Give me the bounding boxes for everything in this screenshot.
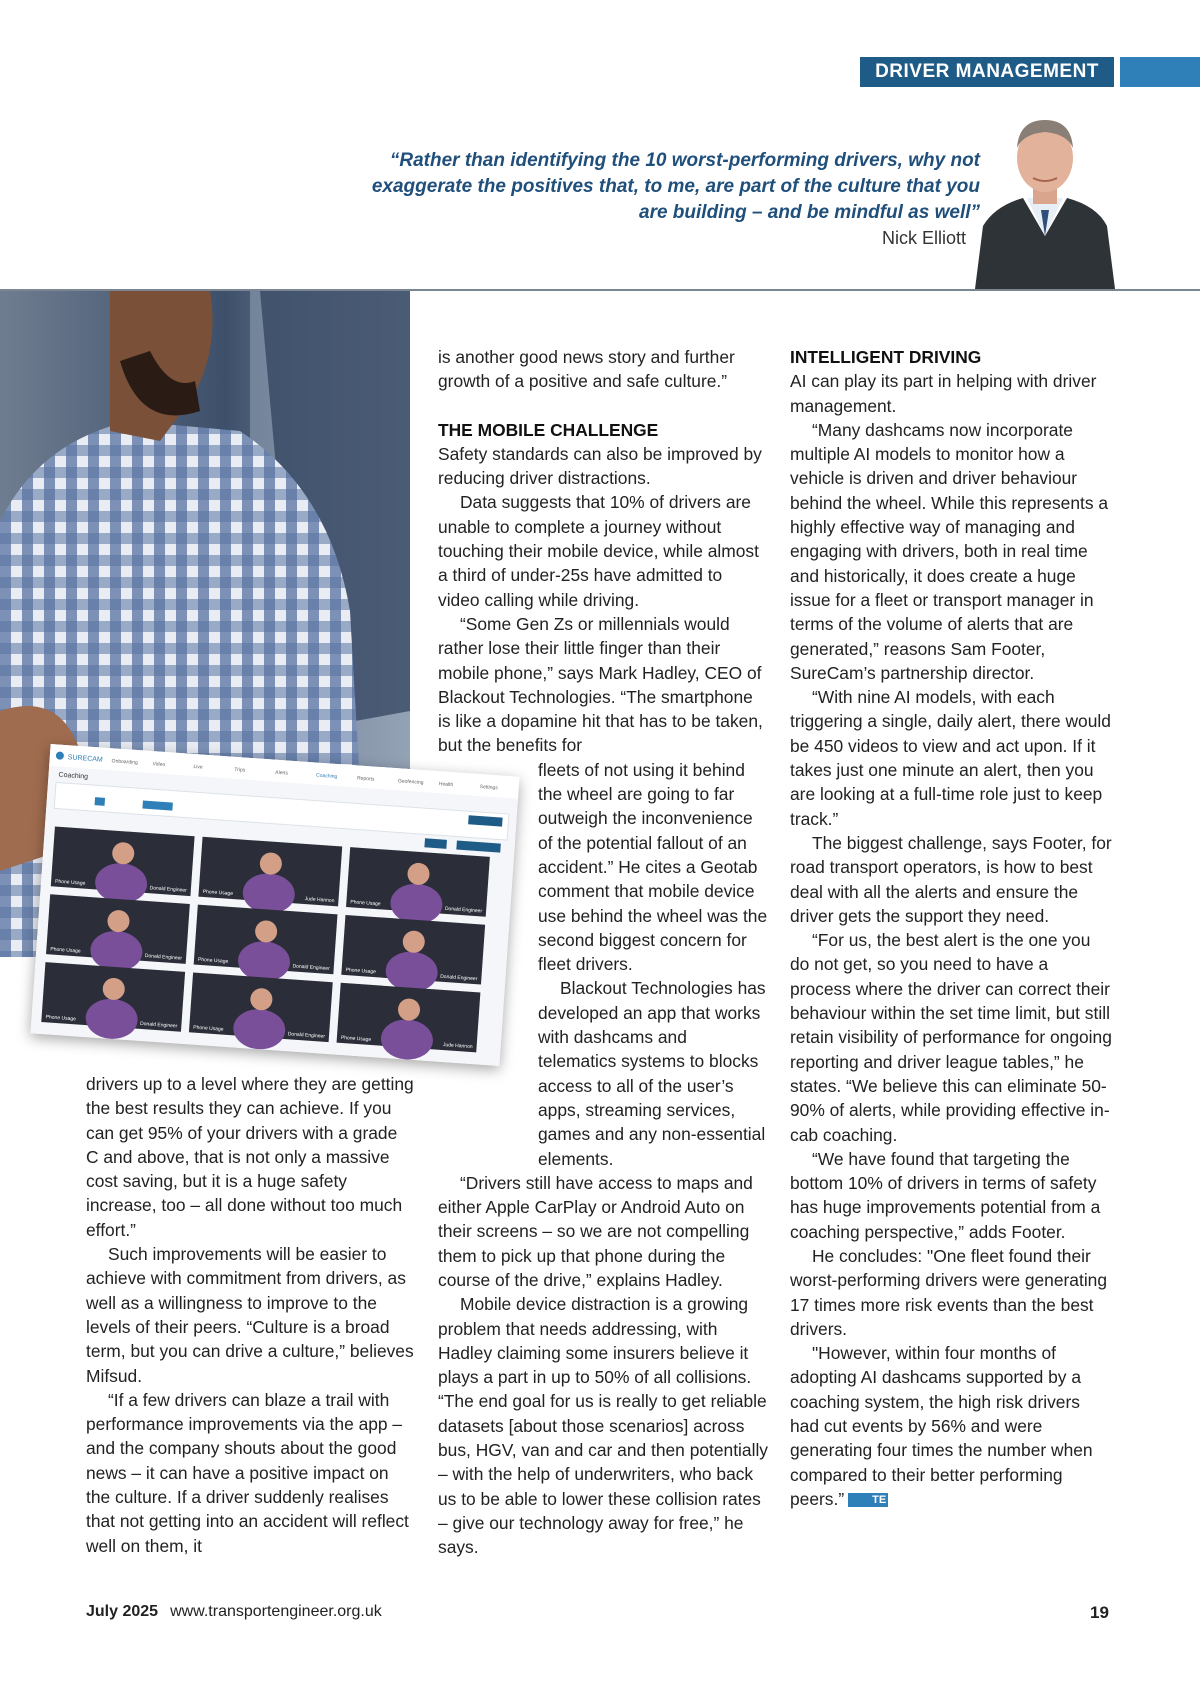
nav-item-settings[interactable]: Settings [479,784,498,792]
col3-paragraph: “With nine AI models, with each triggering a single, daily alert, there would be 450 videos to view and act upon. If it takes just one minute an alert, then you are looking at a full-time role just to keep track.” [790,687,1111,829]
tile-event-label: Phone Usage [197,956,229,965]
speaker-portrait [975,106,1115,289]
nav-item-coaching[interactable]: Coaching [315,772,338,781]
nav-item-video[interactable]: Video [152,761,166,768]
tile-driver-label: Donald Engineer [444,905,483,915]
tile-driver-label: Donald Engineer [144,953,183,962]
tile-driver-label: Jude Hannon [304,896,335,905]
screen-title: Coaching [58,771,89,781]
tile-driver-label: Donald Engineer [139,1020,178,1030]
col2-paragraph: Blackout Technologies has developed an app that works with dashcams and telematics systems to blocks access to all of the user’s apps, streaming services, games and any non-essential elements. [538,978,766,1169]
tile-event-label: Phone Usage [50,946,81,955]
col3-paragraph: He concludes: "One fleet found their worst-performing drivers were generating 17 times more risk events than the best drivers. [790,1245,1108,1339]
col2-wrapped-paragraph: fleets of not using it behind the wheel are going to far outweigh the inconvenience of the potential fallout of an accident.” He cites a Geotab comment that mobile device use behind the wheel was the second biggest concern for fleet drivers. [538,759,768,975]
nav-item-live[interactable]: Live [193,763,203,771]
tile-driver-label: Donald Engineer [439,973,478,983]
nav-item-geofencing[interactable]: Geofencing [397,778,424,787]
tile-driver-label: Donald Engineer [292,963,330,972]
nav-item-alerts[interactable]: Alerts [275,769,289,777]
nav-item-trips[interactable]: Trips [234,766,246,774]
col1-paragraph: drivers up to a level where they are getting the best results they can achieve. If you can get 95% of your drivers with a grade C and above, that is not only a massive cost saving, but it is a huge safety increase, too – all done without too much effort.” [86,1074,414,1240]
tile-driver-label: Jude Hannon [442,1042,473,1051]
tile-event-label: Phone Usage [340,1034,372,1044]
col3-paragraph [790,1341,1112,1511]
section-tag: DRIVER MANAGEMENT [860,57,1114,87]
issue-date: July 2025 [86,1603,159,1620]
tile-event-label: Phone Usage [193,1024,224,1033]
website-link[interactable]: www.transportengineer.org.uk [170,1603,382,1620]
tile-event-label: Phone Usage [45,1014,77,1023]
col2-paragraph: “Some Gen Zs or millennials would rather lose their little finger than their mobile phone,” says Mark Hadley, CEO of Blackout Technologies. “The smartphone is like a dopamine hit that has to be taken, but the benefits for [438,613,763,756]
page-number: 19 [1090,1603,1109,1622]
nav-item-reports[interactable]: Reports [356,775,375,783]
col1-paragraph: “If a few drivers can blaze a trail with performance improvements via the app – and the company shouts about the good news – it can have a positive impact on the culture. If a driver suddenly realises that not getting into an accident will reflect well on them, it [86,1389,409,1556]
col3-final-text: "However, within four months of adopting AI dashcams supported by a coaching system, the high risk drivers had cut events by 56% and were generating four times the number when compared to their better performing peers.” [790,1343,1093,1509]
nav-item-health[interactable]: Health [438,781,454,789]
subheading-intelligent-driving: INTELLIGENT DRIVING [790,347,982,367]
tile-driver-label: Donald Engineer [287,1031,326,1040]
tile-event-label: Phone Usage [350,899,381,908]
footer [86,1603,382,1621]
col2-paragraph: “Drivers still have access to maps and either Apple CarPlay or Android Auto on their screens – so we are not compelling them to pick up that phone during the course of the drive,” explains Hadley. [438,1172,753,1290]
col3-paragraph: “For us, the best alert is the one you do not get, so you need to have a process where the driver can correct their behaviour within the set time limit, but still retain visibility of performance for ongoing reporting and driver league tables,” he states. “We believe this can eliminate 50-90% of alerts, while providing effective in-cab coaching. [790,930,1112,1145]
nav-item-onboarding[interactable]: Onboarding [111,758,138,767]
col2-paragraph: Data suggests that 10% of drivers are unable to complete a journey without touching their mobile device, while almost a third of under-25s have admitted to video calling while driving. [438,492,759,610]
section-tag-bar [1120,57,1200,87]
column-2 [438,345,768,1560]
col1-paragraph: Such improvements will be easier to achieve with commitment from drivers, as well as a willingness to improve to the levels of their peers. “Culture is a broad term, but you can drive a culture,” believes Mifsud. [86,1244,414,1386]
col3-paragraph: “We have found that targeting the bottom 10% of drivers in terms of safety has huge improvements potential from a coaching perspective,” adds Footer. [790,1148,1101,1242]
tile-event-label: Phone Usage [202,888,234,898]
subheading-mobile-challenge: THE MOBILE CHALLENGE [438,419,659,440]
pull-quote: “Rather than identifying the 10 worst-performing drivers, why not exaggerate the positives that, to me, are part of the culture that you are building – and be mindful as well” [371,150,980,223]
col3-paragraph: AI can play its part in helping with driver management. [790,371,1097,416]
col2-paragraph: Mobile device distraction is a growing problem that needs addressing, with Hadley claiming some insurers believe it plays a part in up to 50% of all collisions. “The end goal for us is really to get reliable datasets [about those scenarios] across bus, HGV, van and car and then potentially – with the help of underwriters, who back us to be able to lower these collision rates – give our technology away for free,” he says. [438,1294,768,1558]
col2-paragraph: is another good news story and further growth of a positive and safe culture.” [438,347,735,392]
column-3 [790,345,1112,1511]
te-end-logo: TE [848,1493,888,1507]
col3-paragraph: “Many dashcams now incorporate multiple AI models to monitor how a vehicle is driven and driver behaviour behind the wheel. While this represents a highly effective way of managing and engaging with drivers, both in real time and historically, it does create a huge issue for a fleet or transport manager in terms of the volume of alerts that are generated,” reasons Sam Footer, SureCam’s partnership director. [790,419,1109,683]
tile-event-label: Phone Usage [345,967,377,976]
tile-driver-label: Donald Engineer [149,885,187,894]
tile-event-label: Phone Usage [54,878,86,887]
column-1 [86,1072,414,1558]
quote-author: Nick Elliott [881,228,966,248]
brand-text: SURECAM [67,754,103,764]
col3-paragraph: The biggest challenge, says Footer, for road transport operators, is how to best deal with all the alerts and ensure the driver gets the support they need. [790,832,1112,926]
col2-paragraph: Safety standards can also be improved by reducing driver distractions. [438,443,762,489]
video-tile-grid [40,826,489,1064]
